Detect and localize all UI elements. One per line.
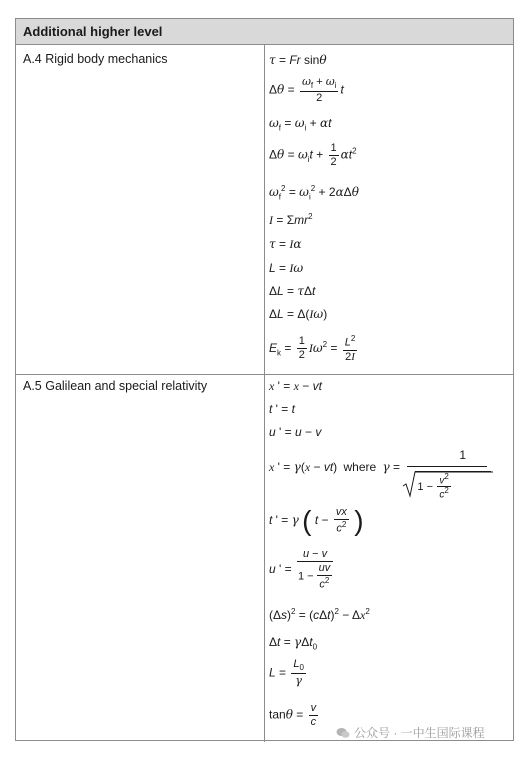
wechat-icon — [336, 727, 350, 739]
formula-moment-of-inertia: I = Σmr$^2$ — [269, 212, 313, 227]
formula-time-dilation: Δt = γΔt$_0$ — [269, 635, 318, 652]
formula-angular-velocity-squared: $\omega_f^2 = \omega_i^2 + 2\alpha\Delta\theta$ — [269, 184, 359, 202]
column-divider — [264, 45, 265, 742]
formula-angular-displacement-avg: Δθ = $\frac{\omega_f + \omega_i}{2}$ t — [269, 75, 344, 105]
where-label: where — [343, 460, 377, 474]
lorentz-factor-fraction: 1 1 − $v^2$ $c^2$ — [403, 449, 495, 497]
watermark-text: 公众号 · 一中生国际课程 — [354, 726, 485, 740]
formula-angular-momentum: L = Iω — [269, 261, 304, 275]
formula-torque: τ = Fr sinθ — [269, 53, 327, 67]
formula-lorentz-position: x ' = γ(x − vt) where γ = 1 1 − $v^2$ $c^2$ — [269, 449, 495, 497]
sqrt-symbol — [403, 471, 417, 497]
table-header — [16, 19, 513, 45]
section-title-relativity: A.5 Galilean and special relativity — [23, 379, 208, 393]
formula-angular-impulse: ΔL = τΔt — [269, 284, 316, 298]
row-divider — [16, 374, 513, 375]
formula-final-angular-velocity: $\omega_f = \omega_i + \alpha t$ — [269, 116, 332, 133]
formula-galilean-position: x ' = x − vt — [269, 379, 322, 393]
table-header-label: Additional higher level — [23, 24, 163, 39]
formula-rotational-kinetic-energy: $E_k$ = $\frac{1}{2}$ $I\omega^2$ = $\frac{L^2}{2I}$ — [269, 334, 356, 363]
formula-torque-inertia: τ = Iα — [269, 237, 302, 251]
formula-angular-displacement: $\Delta\theta = \omega_it$ + $\frac{1}{2}$ $\alpha t^2$ — [269, 142, 357, 168]
formula-spacetime-interval: $(\Delta s)^2 = (c\Delta t)^2 - \Delta x^2$ — [269, 607, 370, 622]
formula-length-contraction: L = $\frac{L_0}{\gamma}$ — [269, 658, 304, 688]
formula-table — [15, 18, 514, 741]
formula-lorentz-time: t ' = γ ( t − $\frac{vx}{c^2}$ ) — [269, 505, 364, 536]
formula-galilean-time: t ' = t — [269, 402, 295, 416]
formula-tan-theta: tanθ = $\frac{v}{c}$ — [269, 702, 317, 728]
formula-change-angular-momentum: ΔL = Δ(Iω) — [269, 307, 328, 321]
section-title-rigid-body: A.4 Rigid body mechanics — [23, 52, 168, 66]
formula-relativistic-velocity: u ' = u − v 1 − $\frac{uv}{c^2}$ — [269, 549, 335, 591]
formula-galilean-velocity: u ' = u − v — [269, 425, 322, 439]
